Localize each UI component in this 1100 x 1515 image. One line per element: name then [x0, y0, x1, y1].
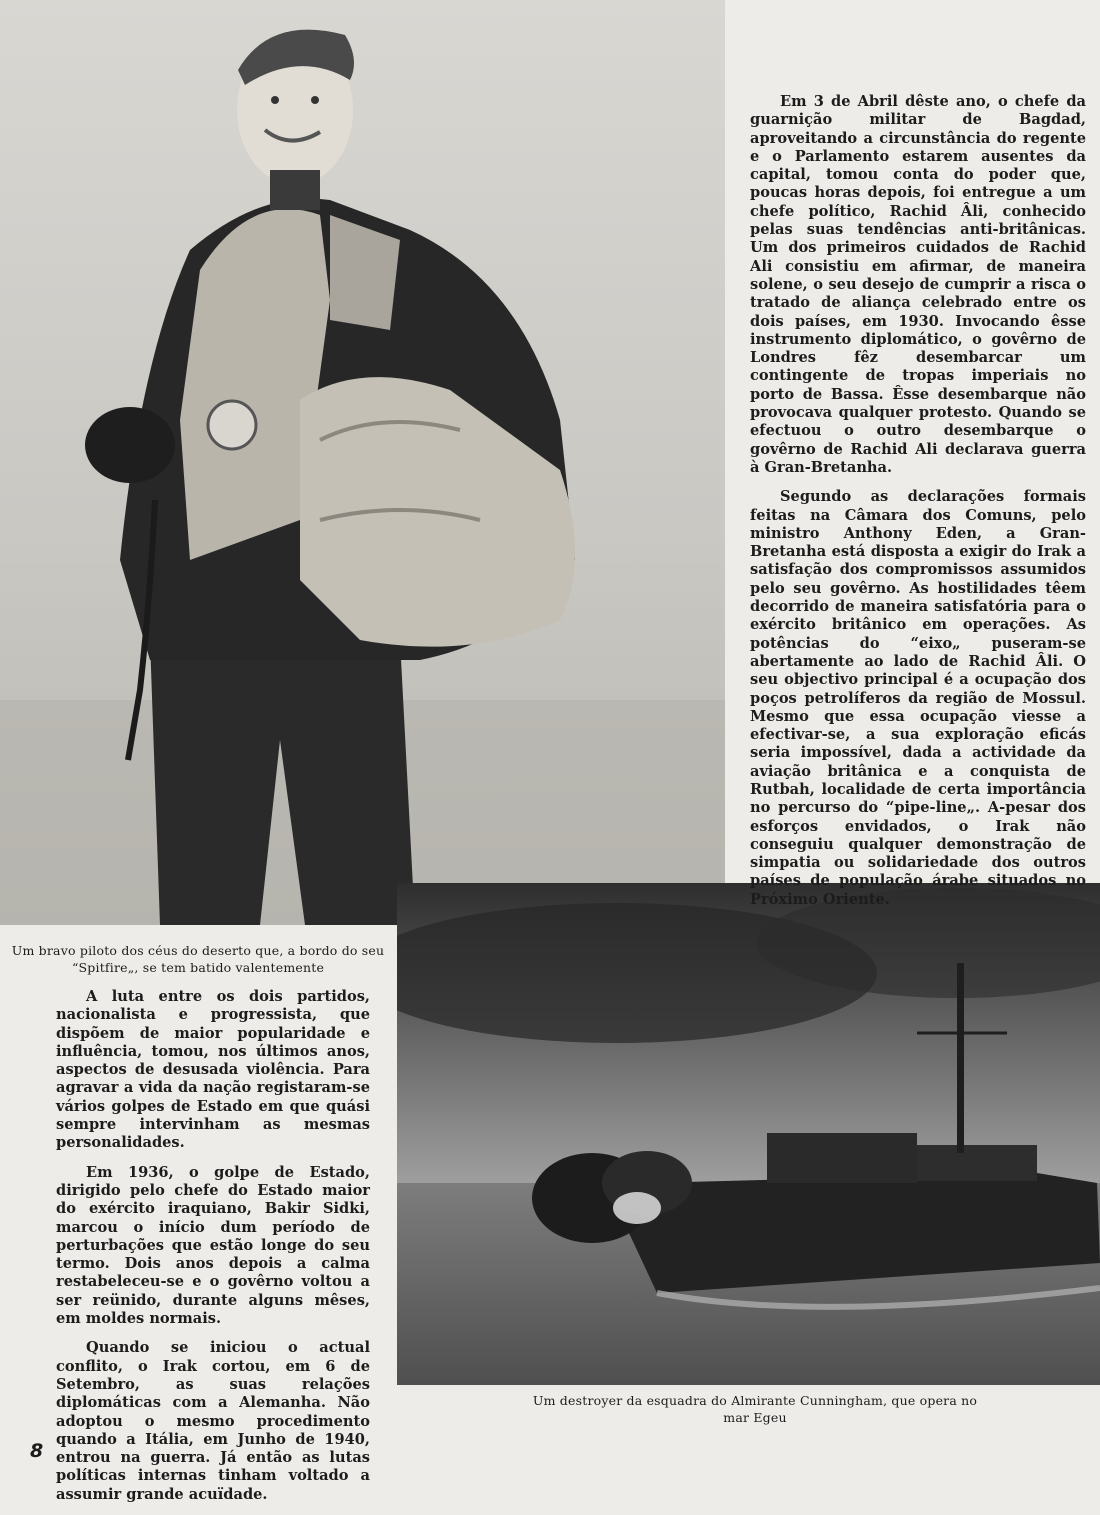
left-paragraph-1: A luta entre os dois partidos, nacionalista e progressista, que dispõem de maior popularidade e influência, tomou, nos últimos anos, aspectos de desusada violência. Para agravar a vida da nação registaram-se vários golpes de Estado em que quási sempre intervinham as mesmas personalidades. [56, 988, 370, 1152]
left-paragraph-3: Quando se iniciou o actual conflito, o Irak cortou, em 6 de Setembro, as suas relações diplomáticas com a Alemanha. Não adoptou o mesmo procedimento quando a Itália, em Junho de 1940, entrou na guerra. Já então as lutas políticas internas tinham voltado a assumir grande acuïdade. [56, 1339, 370, 1503]
destroyer-photo-icon [397, 883, 1100, 1385]
left-paragraph-2: Em 1936, o golpe de Estado, dirigido pelo chefe do Estado maior do exército iraquiano, Bakir Sidki, marcou o início dum período de perturbações que estão longe do seu termo. Dois anos depois a calma restabeleceu-se e o govêrno voltou a ser reünido, durante alguns mêses, em moldes normais. [56, 1163, 370, 1328]
page-number: 8 [30, 1440, 44, 1462]
destroyer-caption: Um destroyer da esquadra do Almirante Cunningham, que opera no mar Egeu [532, 1393, 978, 1425]
pilot-caption: Um bravo piloto dos céus do deserto que, a bordo do seu “Spitfire„, se tem batido valentemente [11, 943, 385, 975]
right-column-text [750, 93, 1086, 920]
left-column-text [56, 988, 370, 1515]
right-paragraph-2: Segundo as declarações formais feitas na Câmara dos Comuns, pelo ministro Anthony Eden, a Gran-Bretanha está disposta a exigir do Irak a satisfação dos compromissos assumidos pelo seu govêrno. As hostilidades têem decorrido de maneira satisfatória para o exército britânico em operações. As potências do “eixo„ puseram-se abertamente ao lado de Rachid Âli. O seu objectivo principal é a ocupação dos poços petrolíferos da região de Mossul. Mesmo que essa ocupação viesse a efectivar-se, a sua exploração eficás seria impossível, dada a actividade da aviação britânica e a conquista de Rutbah, localidade de certa importância no percurso do “pipe-line„. A-pesar dos esforços envidados, o Irak não conseguiu qualquer demonstração de simpatia ou solidariedade dos outros países de população árabe situados no Próximo Oriente. [750, 488, 1086, 908]
pilot-photo [0, 0, 725, 925]
destroyer-photo [397, 883, 1100, 1385]
pilot-photo-icon [0, 0, 725, 925]
right-paragraph-1: Em 3 de Abril dêste ano, o chefe da guarnição militar de Bagdad, aproveitando a circunstância do regente e o Parlamento estarem ausentes da capital, tomou conta do poder que, poucas horas depois, foi entregue a um chefe político, Rachid Âli, conhecido pelas suas tendências anti-britânicas. Um dos primeiros cuidados de Rachid Ali consistiu em afirmar, de maneira solene, o seu desejo de cumprir a risca o tratado de aliança celebrado entre os dois países, em 1930. Invocando êsse instrumento diplomático, o govêrno de Londres fêz desembarcar um contingente de tropas imperiais no porto de Bassa. Êsse desembarque não provocava qualquer protesto. Quando se efectuou o outro desembarque o govêrno de Rachid Ali declarava guerra à Gran-Bretanha. [750, 93, 1086, 476]
